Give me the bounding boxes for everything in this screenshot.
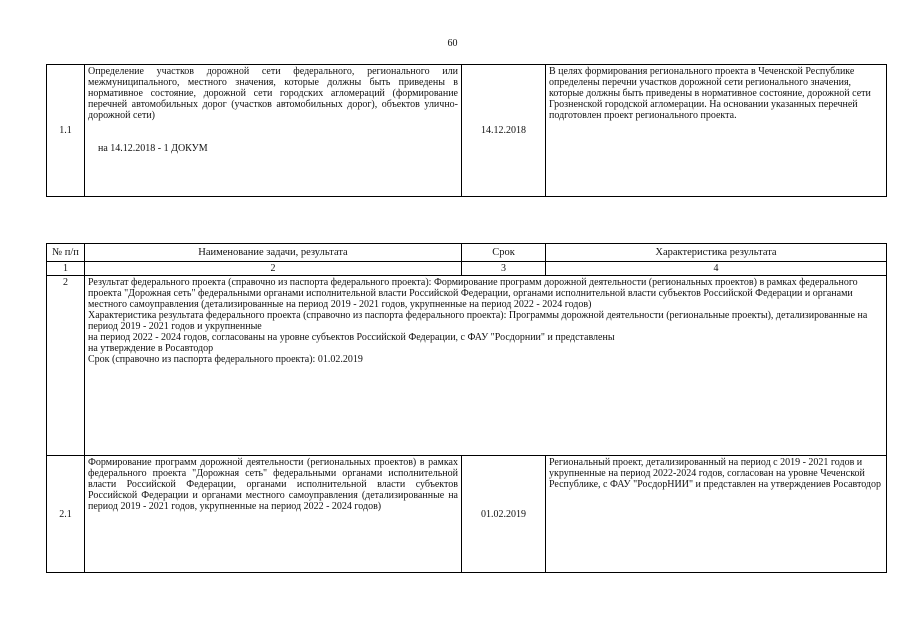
task-table-continued bbox=[46, 64, 887, 197]
col-number-2: 2 bbox=[85, 262, 462, 276]
header-deadline: Срок bbox=[462, 244, 546, 262]
col-number-1: 1 bbox=[47, 262, 85, 276]
federal-result-cell bbox=[85, 276, 887, 456]
task-cell bbox=[85, 65, 462, 197]
row-number: 2 bbox=[47, 276, 85, 456]
col-number-3: 3 bbox=[462, 262, 546, 276]
page-number: 60 bbox=[447, 38, 458, 49]
header-task: Наименование задачи, результата bbox=[85, 244, 462, 262]
task-table bbox=[46, 243, 887, 573]
header-number: № п/п bbox=[47, 244, 85, 262]
task-text: Определение участков дорожной сети федерального, регионального или межмуниципального, местного значения, которые должны быть приведены в нормативное состояние, дорожной сети городских агломераций (формирование перечней автомобильных дорог (участков автомобильных дорог), объектов улично-дорожной сети) bbox=[88, 66, 458, 121]
column-number-row bbox=[47, 262, 887, 276]
table-header-row bbox=[47, 244, 887, 262]
task-extra-note: на 14.12.2018 - 1 ДОКУМ bbox=[98, 143, 208, 154]
table-row bbox=[47, 65, 887, 197]
federal-characteristic-text: Характеристика результата федерального проекта (справочно из паспорта федерального проекта): Программы дорожной деятельности (региональные проекты), детализированные на период 2019 - 2021 годов и укрупненные bbox=[88, 310, 868, 332]
table-row bbox=[47, 456, 887, 573]
col-number-4: 4 bbox=[546, 262, 887, 276]
federal-deadline-text: Срок (справочно из паспорта федерального проекта): 01.02.2019 bbox=[88, 354, 363, 365]
federal-characteristic-text-end: на утверждение в Росавтодор bbox=[88, 343, 214, 354]
result-cell: В целях формирования регионального проекта в Чеченской Республике определены перечни участков дорожной сети регионального значения, которые должны быть приведены в нормативное состояние, дорожной сети Грозненской городской агломерации. На основании указанных перечней подготовлен проект регионального проекта. bbox=[546, 65, 887, 197]
header-result: Характеристика результата bbox=[546, 244, 887, 262]
federal-result-text: Результат федерального проекта (справочно из паспорта федерального проекта): Формирование программ дорожной деятельности (региональных проектов) в рамках федерального проекта "Дорожная сеть" федеральными органами исполнительной власти Российской Федерации, органами исполнительной власти субъектов Российской Федерации и органами местного самоуправления (детализированные на период 2019 - 2021 годов, укрупненные на период 2022 - 2024 годов) bbox=[88, 277, 858, 310]
row-number: 2.1 bbox=[47, 456, 85, 573]
deadline-cell: 01.02.2019 bbox=[462, 456, 546, 573]
table-row bbox=[47, 276, 887, 456]
federal-characteristic-text-cont: на период 2022 - 2024 годов, согласованы на уровне субъектов Российской Федерации, с ФАУ "Росдорнии" и представлены bbox=[88, 332, 615, 343]
result-cell: Региональный проект, детализированный на период с 2019 - 2021 годов и укрупненные на период 2022-2024 годов, согласован на уровне Чеченской Республике, с ФАУ "РосдорНИИ" и представлен на утверждениев Росавтодор bbox=[546, 456, 887, 573]
row-number: 1.1 bbox=[47, 65, 85, 197]
deadline-cell: 14.12.2018 bbox=[462, 65, 546, 197]
task-cell: Формирование программ дорожной деятельности (региональных проектов) в рамках федерального проекта "Дорожная сеть" федеральными органами исполнительной власти Российской Федерации, органами исполнительной власти субъектов Российской Федерации и органами местного самоуправления (детализированные на период 2019 - 2021 годов, укрупненные на период 2022 - 2024 годов) bbox=[85, 456, 462, 573]
